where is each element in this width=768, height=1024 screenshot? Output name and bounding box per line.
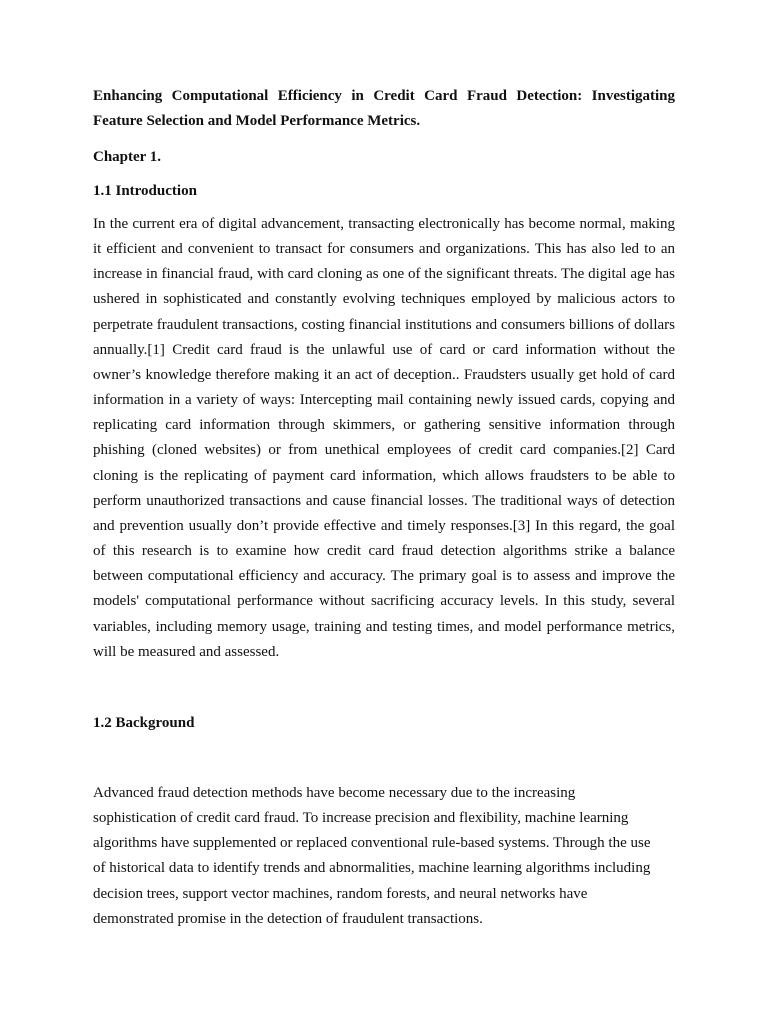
section-heading-introduction: 1.1 Introduction bbox=[93, 183, 197, 199]
background-line: Advanced fraud detection methods have become necessary due to the increasing bbox=[93, 785, 576, 801]
background-line: sophistication of credit card fraud. To increase precision and flexibility, machine learning bbox=[93, 810, 629, 827]
background-line: decision trees, support vector machines, random forests, and neural networks have bbox=[93, 885, 588, 902]
background-line: demonstrated promise in the detection of fraudulent transactions. bbox=[93, 910, 483, 927]
background-line: algorithms have supplemented or replaced conventional rule-based systems. Through the use bbox=[93, 835, 651, 852]
background-line: of historical data to identify trends and abnormalities, machine learning algorithms including bbox=[93, 860, 651, 877]
introduction-paragraph: In the current era of digital advancement, transacting electronically has become normal, making it efficient and convenient to transact for consumers and organizations. This has also led to an increase in financial fraud, with card cloning as one of the significant threats. The digital age has ushered in sophisticated and constantly evolving techniques employed by malicious actors to perpetrate fraudulent transactions, costing financial institutions and consumers billions of dollars annually.[1] Credit card fraud is the unlawful use of card or card information without the owner’s knowledge therefore making it an act of deception.. Fraudsters usually get hold of card information in a variety of ways: Intercepting mail containing newly issued cards, copying and replicating card information through skimmers, or gathering sensitive information through phishing (cloned websites) or from unethical employees of credit card companies.[2] Card cloning is the replicating of payment card information, which allows fraudsters to be able to perform unauthorized transactions and cause financial losses. The traditional ways of detection and prevention usually don’t provide effective and timely responses.[3] In this regard, the goal of this research is to examine how credit card fraud detection algorithms strike a balance between computational efficiency and accuracy. The primary goal is to assess and improve the models' computational performance without sacrificing accuracy levels. In this study, several variables, including memory usage, training and testing times, and model performance metrics, will be measured and assessed. bbox=[93, 216, 675, 660]
section-heading-background: 1.2 Background bbox=[93, 715, 195, 731]
document-page bbox=[93, 84, 675, 927]
background-paragraph bbox=[93, 781, 675, 932]
chapter-heading: Chapter 1. bbox=[93, 149, 162, 165]
document-title: Enhancing Computational Efficiency in Credit Card Fraud Detection: Investigating Feature Selection and Model Performance Metrics. bbox=[93, 88, 675, 129]
